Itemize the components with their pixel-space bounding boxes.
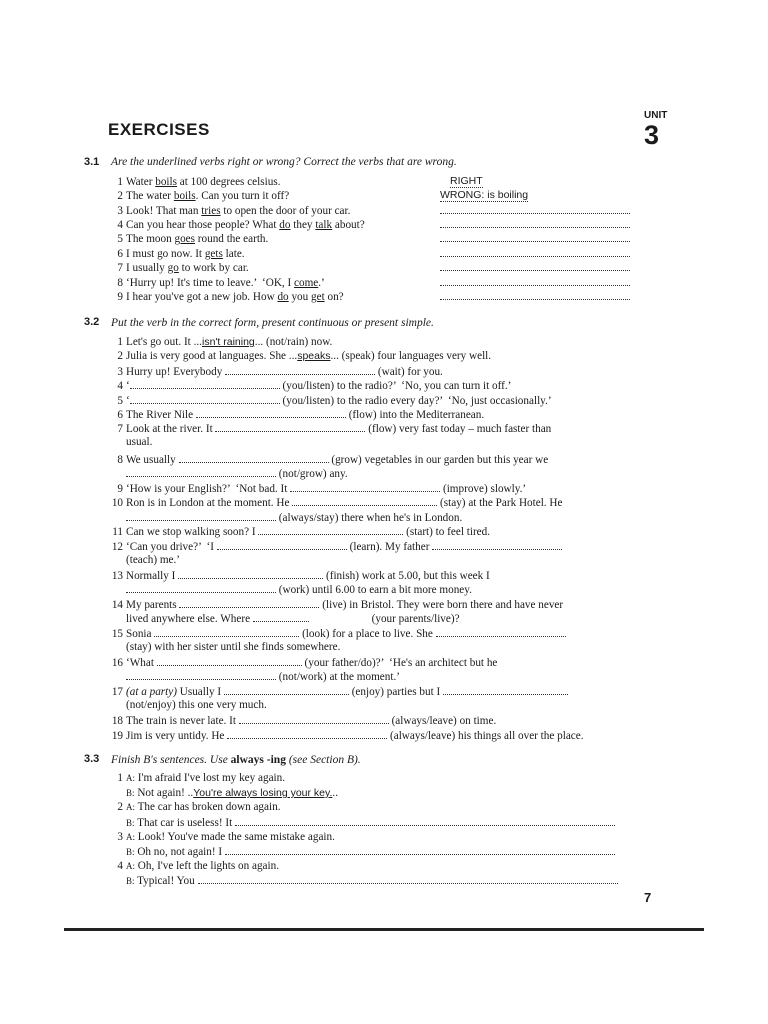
answer-line bbox=[440, 275, 632, 290]
exercise-line: 1 A: I'm afraid I've lost my key again. bbox=[117, 772, 286, 784]
exercise-line: (not/enjoy) this one very much. bbox=[126, 699, 267, 711]
exercise-line: 15 Sonia (look) for a place to live. She bbox=[108, 626, 638, 641]
answer-line bbox=[440, 217, 632, 232]
exercise-line: lived anywhere else. Where (your parents/live)? bbox=[126, 613, 460, 625]
exercise-line: usual. bbox=[126, 436, 153, 448]
exercise-line: (stay) with her sister until she finds somewhere. bbox=[126, 641, 341, 653]
answer-line bbox=[440, 260, 632, 275]
answer-line bbox=[440, 203, 632, 218]
exercise-line: 3 Hurry up! Everybody (wait) for you. bbox=[117, 366, 443, 378]
exercise-line: (teach) me.’ bbox=[126, 554, 181, 566]
answer-line bbox=[440, 231, 632, 246]
unit-number: 3 bbox=[644, 120, 660, 150]
answer-line bbox=[440, 174, 632, 188]
exercise-line: 4 Can you hear those people? What do they talk about? bbox=[117, 219, 365, 231]
handwritten-answer: speaks bbox=[297, 350, 331, 362]
exercise-line: (not/grow) any. bbox=[108, 466, 638, 481]
exercise-line: 5 The moon goes round the earth. bbox=[117, 233, 269, 245]
exercise-line: 19 Jim is very untidy. He (always/leave) his things all over the place. bbox=[111, 730, 584, 742]
exercise-line: 5 ‘ (you/listen) to the radio every day?’ ‘No, just occasionally.’ bbox=[117, 395, 552, 407]
exercise-line: 4 A: Oh, I've left the lights on again. bbox=[117, 860, 280, 872]
exercise-line: 17 (at a party) Usually I (enjoy) parties but I bbox=[108, 684, 638, 699]
exercise-line: 9 ‘How is your English?’ ‘Not bad. It (improve) slowly.’ bbox=[117, 483, 527, 495]
exercise-line: 14 My parents (live) in Bristol. They were born there and have never bbox=[111, 599, 564, 611]
answer-line bbox=[440, 246, 632, 261]
handwritten-answer: RIGHT bbox=[450, 175, 483, 187]
exercise-line: 3 A: Look! You've made the same mistake again. bbox=[117, 831, 335, 843]
section-instruction: Are the underlined verbs right or wrong? Correct the verbs that are wrong. bbox=[111, 156, 457, 168]
exercise-line: 11 Can we stop walking soon? I (start) to feel tired. bbox=[112, 526, 491, 538]
exercise-line: 2 The water boils. Can you turn it off? bbox=[117, 190, 290, 202]
handwritten-answer: WRONG: is boiling bbox=[440, 189, 529, 201]
exercise-line: 6 I must go now. It gets late. bbox=[117, 248, 245, 260]
exercise-line: B: That car is useless! It bbox=[108, 815, 638, 830]
exercise-line: 1 Let's go out. It ...isn't raining... (not/rain) now. bbox=[117, 336, 333, 348]
exercise-line: (always/stay) there when he's in London. bbox=[108, 510, 638, 525]
exercise-line: 7 Look at the river. It (flow) very fast today – much faster than bbox=[117, 423, 552, 435]
section-number: 3.1 bbox=[84, 156, 100, 168]
section-number: 3.3 bbox=[84, 753, 100, 765]
exercise-line: (work) until 6.00 to earn a bit more money. bbox=[108, 582, 638, 597]
exercise-line: 10 Ron is in London at the moment. He (stay) at the Park Hotel. He bbox=[111, 497, 563, 509]
exercise-line: 3 Look! That man tries to open the door of your car. bbox=[117, 205, 351, 217]
handwritten-answer: You're always losing your key. bbox=[193, 787, 333, 799]
handwritten-answer: isn't raining bbox=[201, 336, 255, 348]
exercise-line: 7 I usually go to work by car. bbox=[117, 262, 249, 274]
page-number: 7 bbox=[644, 890, 652, 905]
section-instruction: Finish B's sentences. Use always -ing (see Section B). bbox=[111, 754, 361, 766]
section-instruction: Put the verb in the correct form, present continuous or present simple. bbox=[111, 317, 434, 329]
exercise-line: 6 The River Nile (flow) into the Mediterranean. bbox=[117, 409, 485, 421]
page-title: EXERCISES bbox=[108, 120, 210, 139]
exercise-line: B: Not again! ..You're always losing your key... bbox=[126, 787, 338, 799]
exercise-line: 18 The train is never late. It (always/leave) on time. bbox=[111, 715, 497, 727]
exercise-line: (not/work) at the moment.’ bbox=[108, 669, 638, 684]
unit-label: UNIT bbox=[644, 110, 668, 121]
section-number: 3.2 bbox=[84, 316, 100, 328]
page-bottom-rule bbox=[64, 928, 704, 931]
exercise-line: 13 Normally I (finish) work at 5.00, but this week I bbox=[111, 570, 490, 582]
exercise-line: 9 I hear you've got a new job. How do you get on? bbox=[117, 291, 344, 303]
exercise-line: 1 Water boils at 100 degrees celsius. bbox=[117, 176, 281, 188]
exercise-line: 8 ‘Hurry up! It's time to leave.’ ‘OK, I come.’ bbox=[117, 277, 325, 289]
answer-line bbox=[440, 289, 632, 304]
exercise-line: B: Typical! You bbox=[108, 873, 638, 888]
exercise-line: 8 We usually (grow) vegetables in our garden but this year we bbox=[117, 454, 549, 466]
exercise-line: 12 ‘Can you drive?’ ‘I (learn). My father bbox=[108, 539, 638, 554]
exercise-line: B: Oh no, not again! I bbox=[108, 844, 638, 859]
exercise-line: 4 ‘ (you/listen) to the radio?’ ‘No, you can turn it off.’ bbox=[117, 380, 512, 392]
exercise-line: 16 ‘What (your father/do)?’ ‘He's an architect but he bbox=[111, 657, 498, 669]
exercise-line: 2 Julia is very good at languages. She ...speaks... (speak) four languages very well. bbox=[117, 350, 492, 362]
answer-line bbox=[440, 188, 632, 202]
exercise-line: 2 A: The car has broken down again. bbox=[117, 801, 281, 813]
